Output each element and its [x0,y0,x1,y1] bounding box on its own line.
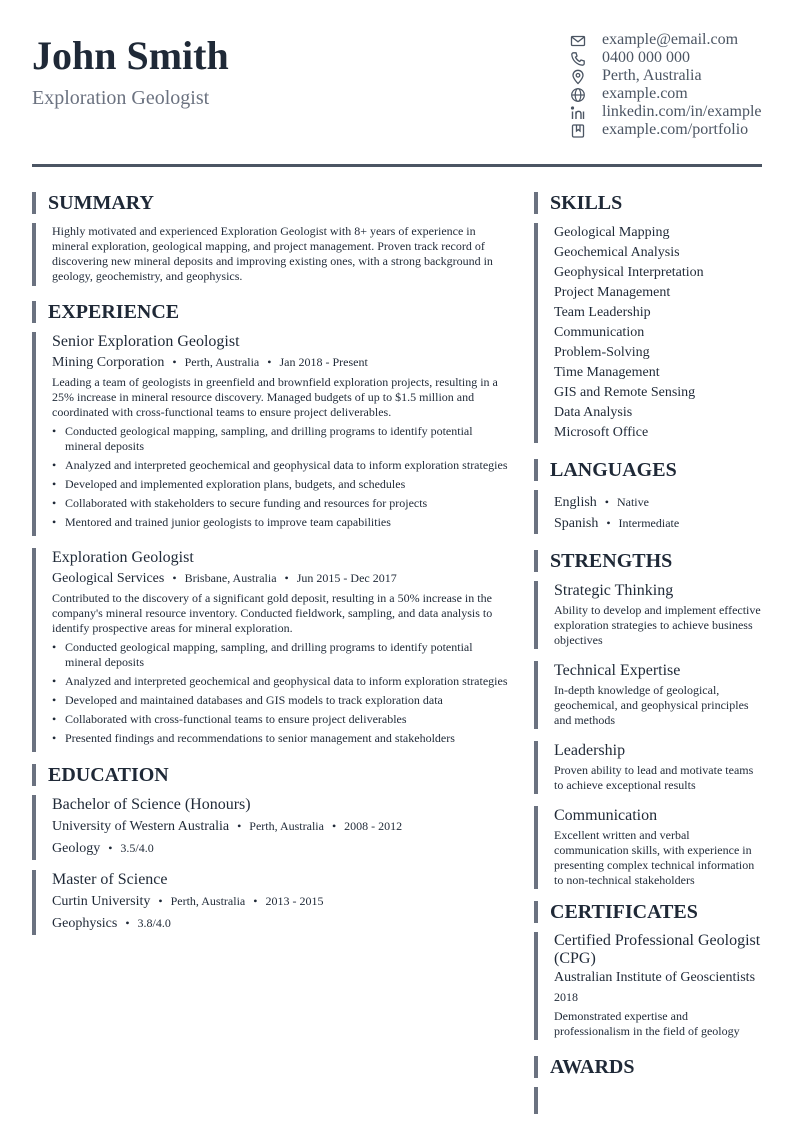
strength-title: Leadership [554,742,626,759]
strength-title: Communication [554,807,658,824]
education-meta: Curtin University • Perth, Australia • 2013 - 2015 [52,894,324,909]
strength-description: Ability to develop and implement effective exploration strategies to achieve business objectives [554,603,761,647]
skill-item: Geological Mapping [554,225,670,240]
education-item [32,870,512,935]
job-bullet: • Analyzed and interpreted geochemical and geophysical data to inform exploration strategies [52,674,512,689]
field-of-study: Geophysics [52,916,118,931]
job-company: Geological Services [52,571,165,586]
awards-list [534,1087,762,1114]
job-description: Leading a team of geologists in greenfield and brownfield exploration projects, resulting in a 25% increase in mineral resource discovery. Managed budgets of up to $1.5 million and coordinated with cross-functional teams to ensure project deliverables. [52,375,498,419]
strength-title: Technical Expertise [554,662,681,679]
contact-linkedin-text: linkedin.com/in/example [602,103,762,120]
job-bullet: • Developed and implemented exploration plans, budgets, and schedules [52,477,512,492]
strength-description: Excellent written and verbal communication skills, with experience in presenting complex technical information to non-technical stakeholders [554,828,755,887]
candidate-role: Exploration Geologist [32,87,210,109]
contact-email-text: example@email.com [602,31,739,48]
awards-heading: AWARDS [534,1056,762,1078]
skill-item: Geophysical Interpretation [554,265,704,280]
skill-item: Problem-Solving [554,345,650,360]
contact-email[interactable] [570,31,770,49]
strength-item [534,661,762,729]
job-bullet: • Collaborated with stakeholders to secure funding and resources for projects [52,496,512,511]
bookmark-icon [570,123,586,139]
job-location: Brisbane, Australia [184,571,277,585]
field-of-study: Geology [52,841,101,856]
job-title: Senior Exploration Geologist [52,333,240,350]
skill-item: Project Management [554,285,671,300]
education-item [32,795,512,860]
certificates-heading: CERTIFICATES [534,901,762,923]
summary-heading: SUMMARY [32,192,512,214]
strength-title: Strategic Thinking [554,582,674,599]
job-title: Exploration Geologist [52,549,194,566]
school-name: University of Western Australia [52,819,230,834]
job-dates: Jun 2015 - Dec 2017 [296,571,397,585]
contact-location [570,67,770,85]
gpa: 3.8/4.0 [137,916,171,930]
location-pin-icon [570,69,586,85]
skill-item: GIS and Remote Sensing [554,385,696,400]
job-bullet: • Developed and maintained databases and GIS models to track exploration data [52,693,512,708]
school-name: Curtin University [52,894,151,909]
strength-item [534,741,762,794]
certificate-year: 2018 [554,990,578,1004]
language-item: Spanish • Intermediate [554,516,680,531]
experience-item [32,332,512,536]
gpa: 3.5/4.0 [120,841,154,855]
skill-item: Communication [554,325,645,340]
language-level: Native [616,495,649,509]
contact-website-text: example.com [602,85,688,102]
certificate-issuer: Australian Institute of Geoscientists [554,970,756,985]
contact-website[interactable] [570,85,770,103]
contact-linkedin[interactable] [570,103,770,121]
job-bullet: • Conducted geological mapping, sampling, and drilling programs to identify potential mineral deposits [52,424,512,454]
education-heading: EDUCATION [32,764,512,786]
mail-icon [570,33,586,49]
job-bullet: • Conducted geological mapping, sampling, and drilling programs to identify potential mineral deposits [52,640,512,670]
education-dates: 2013 - 2015 [265,894,324,908]
degree-title: Master of Science [52,871,168,888]
contact-portfolio-text: example.com/portfolio [602,121,749,138]
certificate-item [534,932,762,1040]
language-level: Intermediate [618,516,680,530]
job-bullets [52,640,512,746]
language-name: Spanish [554,516,599,531]
contact-phone-text: 0400 000 000 [602,49,690,66]
certificate-description: Demonstrated expertise and professionalism in the field of geology [554,1009,740,1038]
strength-description: In-depth knowledge of geological, geochemical, and geophysical principles and methods [554,683,749,727]
language-item: English • Native [554,495,649,510]
job-bullet: • Collaborated with cross-functional teams to ensure project deliverables [52,712,512,727]
job-bullets [52,424,512,530]
main-column [32,192,512,945]
strength-item [534,806,762,889]
job-location: Perth, Australia [184,355,260,369]
skill-item: Team Leadership [554,305,651,320]
job-company: Mining Corporation [52,355,165,370]
skills-heading: SKILLS [534,192,762,214]
skill-item: Microsoft Office [554,425,649,440]
education-meta: University of Western Australia • Perth, Australia • 2008 - 2012 [52,819,403,834]
languages-heading: LANGUAGES [534,459,762,481]
candidate-name: John Smith [32,33,229,78]
job-meta: Mining Corporation • Perth, Australia • Jan 2018 - Present [52,355,368,370]
education-dates: 2008 - 2012 [344,819,403,833]
school-location: Perth, Australia [170,894,246,908]
job-bullet: • Presented findings and recommendations to senior management and stakeholders [52,731,512,746]
job-bullet: • Analyzed and interpreted geochemical and geophysical data to inform exploration strategies [52,458,512,473]
job-bullet: • Mentored and trained junior geologists to improve team capabilities [52,515,512,530]
strengths-heading: STRENGTHS [534,550,762,572]
certificate-title: Certified Professional Geologist (CPG) [554,932,761,967]
header-divider [32,164,762,167]
job-description: Contributed to the discovery of a significant gold deposit, resulting in a 50% increase in the company's mineral resource inventory. Conducted fieldwork, sampling, and data analysis to identify prospective areas for mineral exploration. [52,591,493,635]
degree-title: Bachelor of Science (Honours) [52,796,251,813]
language-name: English [554,495,597,510]
education-field-line: Geophysics • 3.8/4.0 [52,916,171,931]
globe-icon [570,87,586,103]
job-dates: Jan 2018 - Present [279,355,368,369]
skill-item: Geochemical Analysis [554,245,680,260]
experience-item [32,548,512,752]
contact-portfolio[interactable] [570,121,770,139]
summary-text: Highly motivated and experienced Exploration Geologist with 8+ years of experience in mineral exploration, geological mapping, and project management. Proven track record of discovering new mineral deposits and improving existing ones, with a strong background in geology, geochemistry, and geophysics. [32,223,512,286]
languages-list [534,490,762,534]
skill-item: Time Management [554,365,660,380]
side-column [534,192,762,1114]
strength-item [534,581,762,649]
job-meta: Geological Services • Brisbane, Australia • Jun 2015 - Dec 2017 [52,571,397,586]
contact-list [570,31,770,139]
experience-heading: EXPERIENCE [32,301,512,323]
phone-icon [570,51,586,67]
school-location: Perth, Australia [249,819,324,833]
education-field-line: Geology • 3.5/4.0 [52,841,154,856]
contact-phone[interactable] [570,49,770,67]
resume-header [32,0,762,168]
strength-description: Proven ability to lead and motivate teams to achieve exceptional results [554,763,754,792]
contact-location-text: Perth, Australia [602,67,702,84]
skills-list [534,223,762,443]
linkedin-icon [570,105,586,121]
skill-item: Data Analysis [554,405,633,420]
